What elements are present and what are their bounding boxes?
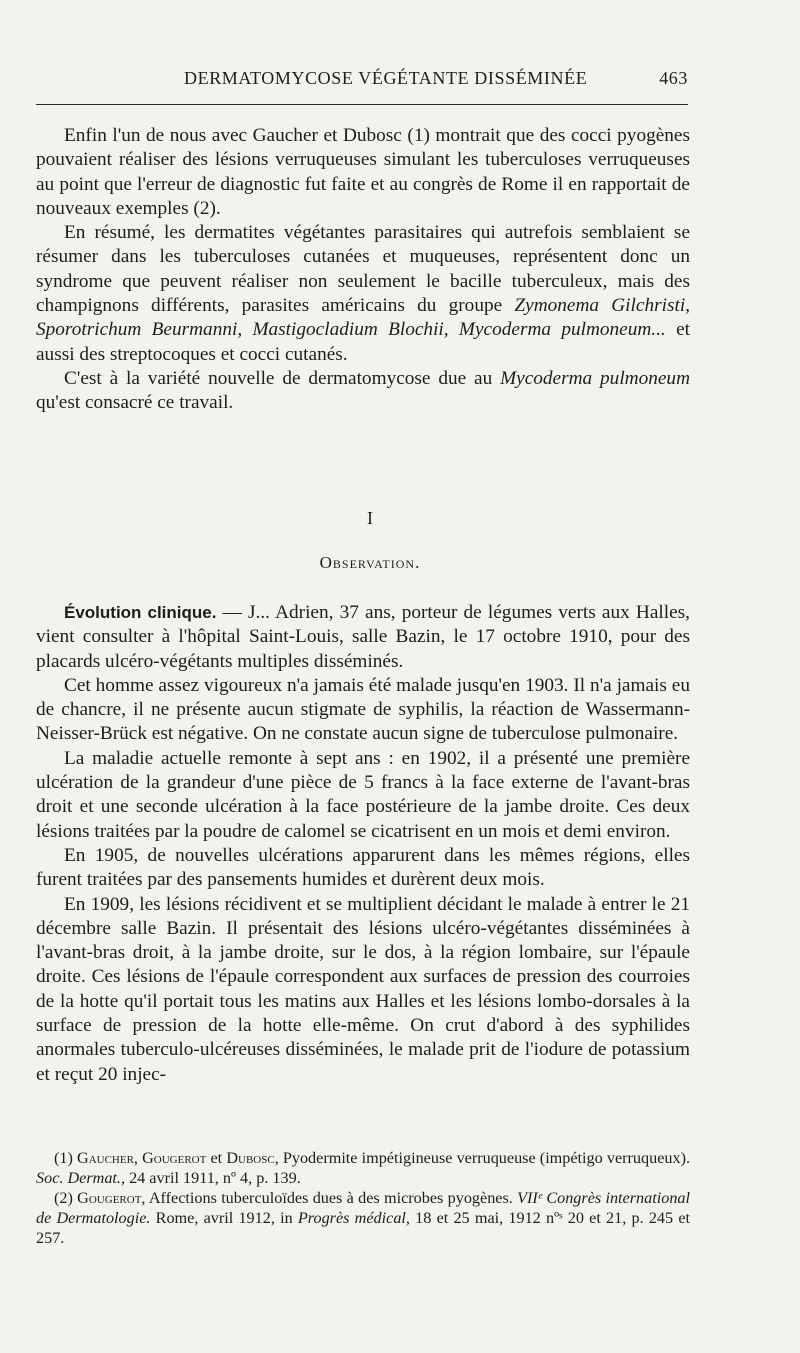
paragraph: La maladie actuelle remonte à sept ans : en 1902, il a présenté une première ulcération de la grandeur d'une pièce de 5 francs à la face externe de l'avant-bras droit et une seconde ulcération à la face postérieure de la jambe droite. Ces deux lésions traitées par la poudre de calomel se cicatrisent en un mois et demi environ.: [36, 747, 690, 842]
page-number: 463: [659, 68, 688, 88]
paragraph: En 1905, de nouvelles ulcérations apparurent dans les mêmes régions, elles furent traitées par des pansements humides et durèrent deux mois.: [36, 844, 690, 891]
paragraph: C'est à la variété nouvelle de dermatomycose due au Mycoderma pulmoneum qu'est consacré ce travail.: [36, 367, 691, 414]
footnote: (1) Gaucher, Gougerot et Dubosc, Pyodermite impétigineuse verruqueuse (impétigo verruqueux). Soc. Dermat., 24 avril 1911, nº 4, p. 139.: [36, 1149, 691, 1187]
intro-text: [36, 124, 690, 416]
species-list: Zymonema Gilchristi, Sporotrichum Beurmanni, Mastigocladium Blochii, Mycoderma pulmoneum...: [36, 295, 690, 341]
footnotes: [36, 1148, 690, 1248]
running-title: DERMATOMYCOSE VÉGÉTANTE DISSÉMINÉE: [184, 68, 588, 88]
paragraph: Enfin l'un de nous avec Gaucher et Dubosc (1) montrait que des cocci pyogènes pouvaient réaliser des lésions verruqueuses simulant les tuberculoses verruqueuses au point que l'erreur de diagnostic fut faite et au congrès de Rome il en rapportait de nouveaux exemples (2).: [36, 125, 690, 219]
paragraph: Cet homme assez vigoureux n'a jamais été malade jusqu'en 1903. Il n'a jamais eu de chancre, il ne présente aucun stigmate de syphilis, la réaction de Wassermann-Neisser-Brück est négative. On ne constate aucun signe de tuberculose pulmonaire.: [36, 674, 690, 745]
observation-text: [36, 601, 690, 1087]
paragraph: Évolution clinique. — J... Adrien, 37 ans, porteur de légumes verts aux Halles, vient consulter à l'hôpital Saint-Louis, salle Bazin, le 17 octobre 1910, pour des placards ulcéro-végétants multiples disséminés.: [36, 602, 690, 672]
paragraph-lead: Évolution clinique.: [64, 603, 217, 622]
paragraph: En 1909, les lésions récidivent et se multiplient décidant le malade à entrer le 21 décembre salle Bazin. Il présentait des lésions ulcéro-végétantes disséminées à l'avant-bras droit, à la jambe droite, sur le dos, à la région lombaire, sur l'épaule droite. Ces lésions de l'épaule correspondent aux surfaces de pression des courroies de la hotte qu'il portait tous les matins aux Halles et les lésions lombo-dorsales à la surface de pression de la hotte elle-même. On crut d'abord à des syphilides anormales tuberculo-ulcéreuses disséminées, le malade prit de l'iodure de potassium et reçut 20 injec-: [36, 893, 690, 1085]
footnote: (2) Gougerot, Affections tuberculoïdes dues à des microbes pyogènes. VIIᵉ Congrès international de Dermatologie. Rome, avril 1912, in Progrès médical, 18 et 25 mai, 1912 nºˢ 20 et 21, p. 245 et 257.: [36, 1189, 691, 1247]
paragraph: En résumé, les dermatites végétantes parasitaires qui autrefois semblaient se résumer dans les tuberculoses cutanées et muqueuses, représentent donc un syndrome que peuvent réaliser non seulement le bacille tuberculeux, mais des champignons différents, parasites américains du groupe Zymonema Gilchristi, Sporotrichum Beurmanni, Mastigocladium Blochii, Mycoderma pulmoneum... et aussi des streptocoques et cocci cutanés.: [36, 222, 690, 365]
species-name: Mycoderma pulmoneum: [500, 367, 691, 389]
section-title: Observation.: [319, 553, 421, 572]
header-rule: [36, 104, 688, 105]
section-number: I: [367, 508, 373, 528]
